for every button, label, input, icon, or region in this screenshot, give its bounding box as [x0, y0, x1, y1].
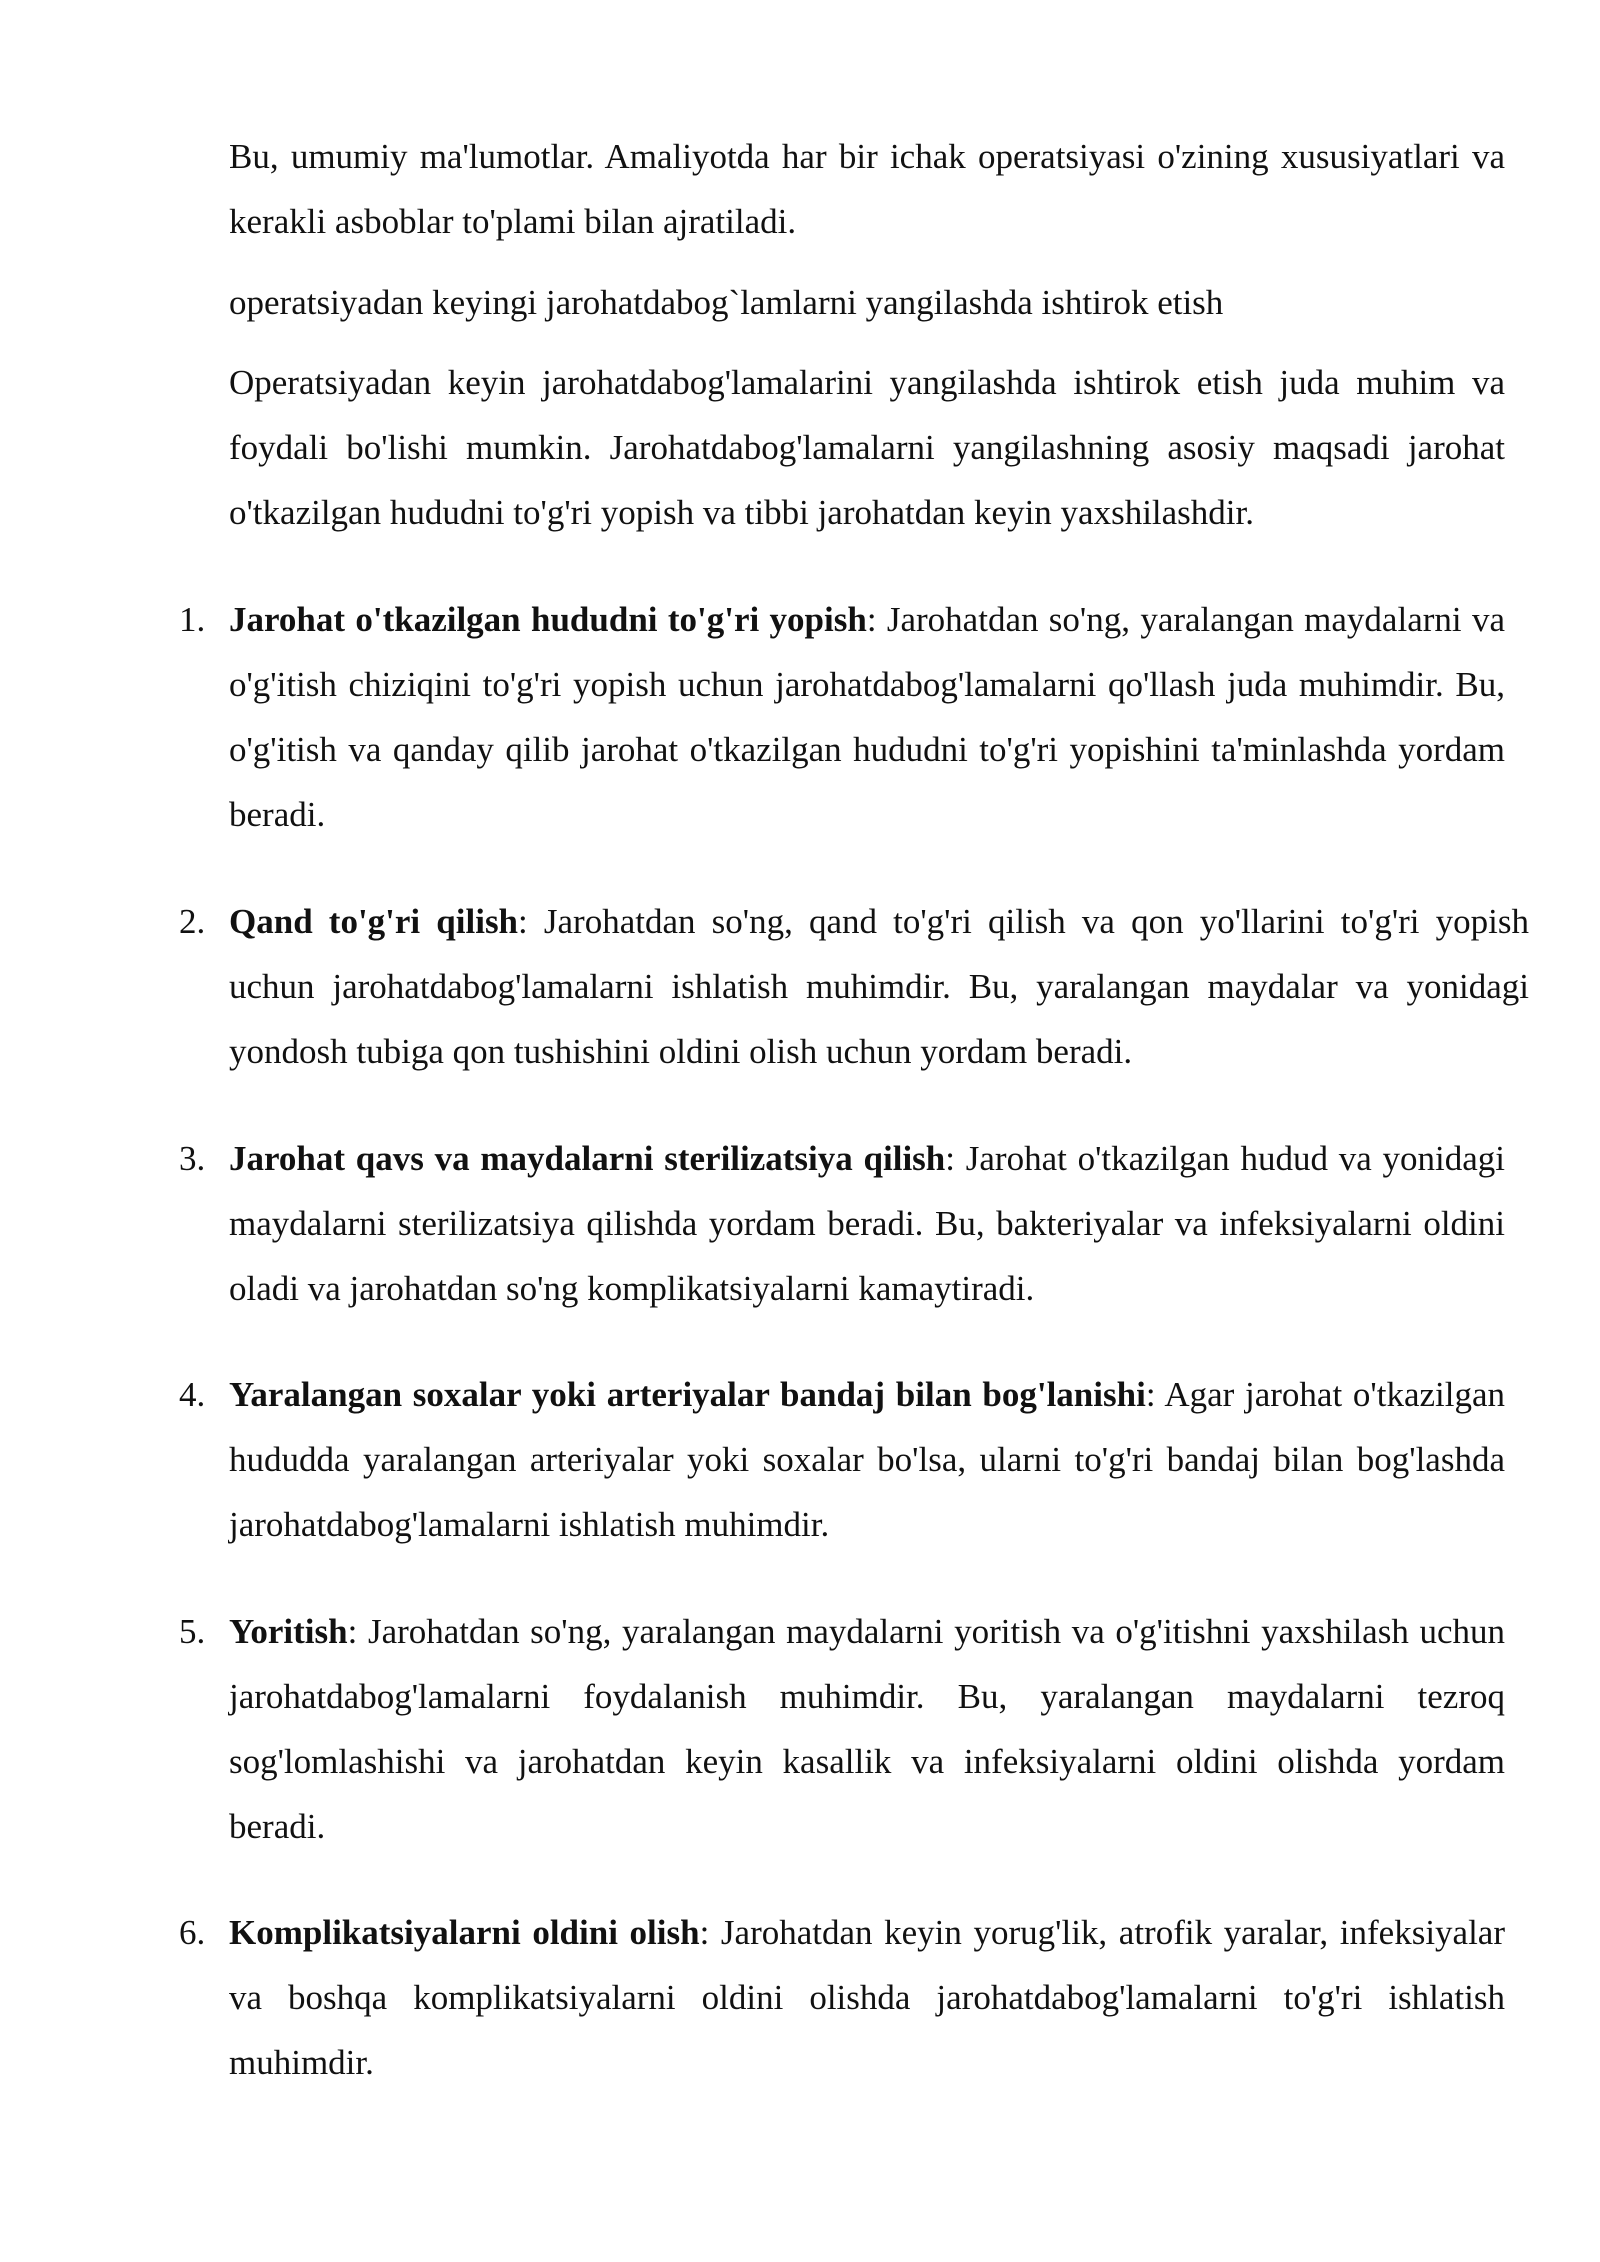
list-item-title: Yoritish: [229, 1612, 348, 1651]
list-item-text: : Jarohat o'tkazilgan hudud va yonidagi maydalarni sterilizatsiya qilishda yordam beradi. Bu, bakteriyalar va infeksiyalarni oldini oladi va jarohatdan so'ng komplikatsiyalarni kamaytiradi.: [229, 1139, 1505, 1308]
list-item: [179, 1126, 1505, 1321]
list-item: [179, 889, 1529, 1084]
list-item: [179, 1362, 1505, 1557]
list-item-text: : Jarohatdan so'ng, qand to'g'ri qilish va qon yo'llarini to'g'ri yopish uchun jarohatdabog'lamalarni ishlatish muhimdir. Bu, yaralangan maydalar va yonidagi yondosh tubiga qon tushishini oldini olish uchun yordam beradi.: [229, 902, 1529, 1071]
list-item-number: 3.: [179, 1139, 206, 1178]
list-item: [179, 587, 1505, 847]
list-item-text: : Jarohatdan keyin yorug'lik, atrofik yaralar, infeksiyalar va boshqa komplikatsiyalarni oldini olishda jarohatdabog'lamalarni to'g'ri ishlatish muhimdir.: [229, 1913, 1505, 2082]
list-item-number: 5.: [179, 1612, 206, 1651]
intro-paragraph: Bu, umumiy ma'lumotlar. Amaliyotda har bir ichak operatsiyasi o'zining xususiyatlari va kerakli asboblar to'plami bilan ajratiladi.: [229, 137, 1505, 241]
list-item-text: : Jarohatdan so'ng, yaralangan maydalarni yoritish va o'g'itishni yaxshilash uchun jarohatdabog'lamalarni foydalanish muhimdir. Bu, yaralangan maydalarni tezroq sog'lomlashishi va jarohatdan keyin kasallik va infeksiyalarni oldini olishda yordam beradi.: [229, 1612, 1505, 1846]
list-item-number: 6.: [179, 1913, 206, 1952]
list-item-title: Jarohat qavs va maydalarni sterilizatsiya qilish: [229, 1139, 946, 1178]
list-item-title: Yaralangan soxalar yoki arteriyalar bandaj bilan bog'lanishi: [229, 1375, 1146, 1414]
list-item-title: Jarohat o'tkazilgan hududni to'g'ri yopish: [229, 600, 867, 639]
list-item-title: Qand to'g'ri qilish: [229, 902, 519, 941]
list-item-number: 1.: [179, 600, 206, 639]
list-item-number: 2.: [179, 902, 206, 941]
section-paragraph: Operatsiyadan keyin jarohatdabog'lamalarini yangilashda ishtirok etish juda muhim va foydali bo'lishi mumkin. Jarohatdabog'lamalarni yangilashning asosiy maqsadi jarohat o'tkazilgan hududni to'g'ri yopish va tibbi jarohatdan keyin yaxshilashdir.: [229, 363, 1505, 532]
section-heading: operatsiyadan keyingi jarohatdabog`lamlarni yangilashda ishtirok etish: [229, 283, 1224, 322]
list-item: [179, 1900, 1505, 2095]
list-item-text: : Jarohatdan so'ng, yaralangan maydalarni va o'g'itish chiziqini to'g'ri yopish uchun jarohatdabog'lamalarni qo'llash juda muhimdir. Bu, o'g'itish va qanday qilib jarohat o'tkazilgan hududni to'g'ri yopishini ta'minlashda yordam beradi.: [229, 600, 1505, 834]
list-item-title: Komplikatsiyalarni oldini olish: [229, 1913, 700, 1952]
list-item-number: 4.: [179, 1375, 206, 1414]
list-item: [179, 1599, 1505, 1859]
list-item-text: : Agar jarohat o'tkazilgan hududda yaralangan arteriyalar yoki soxalar bo'lsa, ularni to'g'ri bandaj bilan bog'lashda jarohatdabog'lamalarni ishlatish muhimdir.: [229, 1375, 1505, 1544]
